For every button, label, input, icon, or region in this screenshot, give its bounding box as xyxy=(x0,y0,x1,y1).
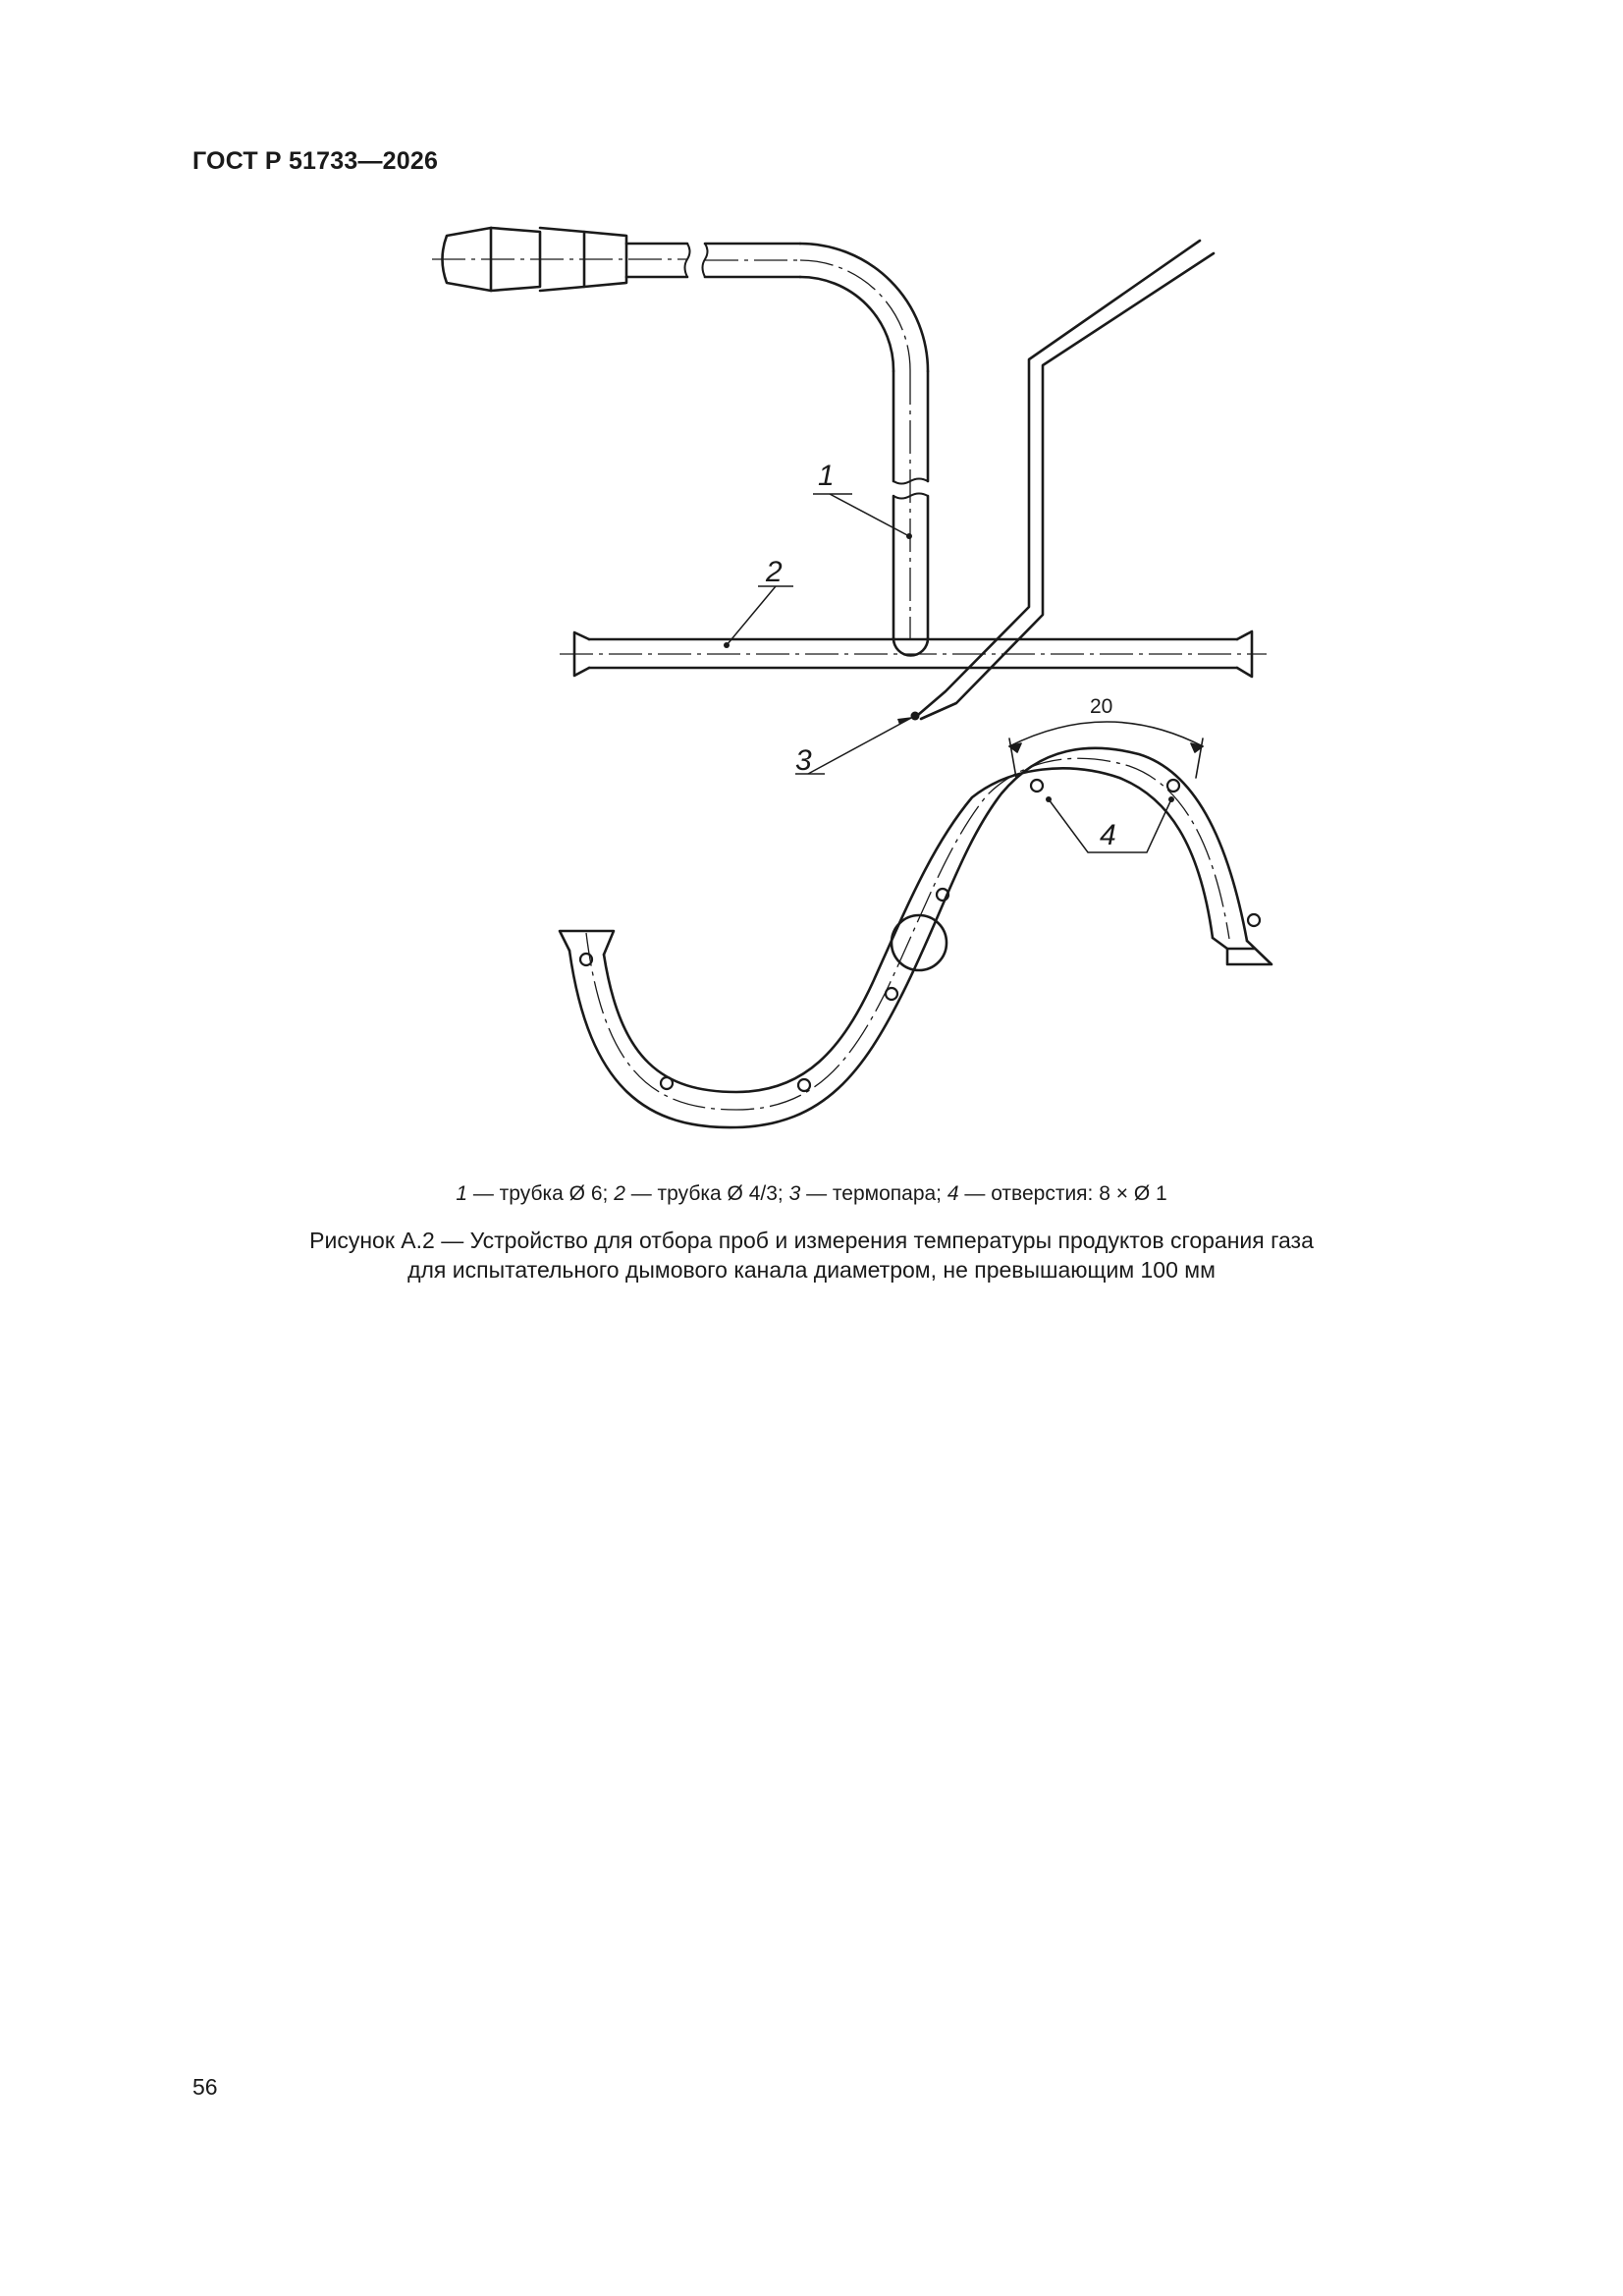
caption-line-2: для испытательного дымового канала диаметром, не превышающим 100 мм xyxy=(407,1257,1216,1283)
callout-1: 1 xyxy=(818,460,835,492)
page-number: 56 xyxy=(192,2074,218,2100)
callout-3: 3 xyxy=(795,744,812,777)
figure-legend xyxy=(0,1182,1623,1206)
callout-2: 2 xyxy=(766,556,783,588)
legend-num-4: 4 xyxy=(947,1182,959,1205)
legend-text-4: — отверстия: 8 × Ø 1 xyxy=(958,1182,1167,1205)
legend-text-2: — трубка Ø 4/3; xyxy=(624,1182,789,1205)
tube-1 xyxy=(705,244,928,656)
thermocouple-3 xyxy=(918,241,1214,719)
document-header: ГОСТ Р 51733—2026 xyxy=(192,147,439,175)
caption-line-1: Рисунок А.2 — Устройство для отбора проб и измерения температуры продуктов сгорания газа xyxy=(309,1228,1314,1253)
legend-num-3: 3 xyxy=(788,1182,801,1205)
dimension-label: 20 xyxy=(1090,695,1113,718)
legend-num-1: 1 xyxy=(456,1182,467,1205)
figure-caption xyxy=(0,1226,1623,1285)
callout-4: 4 xyxy=(1100,819,1116,851)
legend-text-3: — термопара; xyxy=(800,1182,947,1205)
legend-num-2: 2 xyxy=(614,1182,625,1205)
s-tube xyxy=(560,748,1271,1127)
legend-text-1: — трубка Ø 6; xyxy=(467,1182,615,1205)
holes-4 xyxy=(580,780,1260,1091)
